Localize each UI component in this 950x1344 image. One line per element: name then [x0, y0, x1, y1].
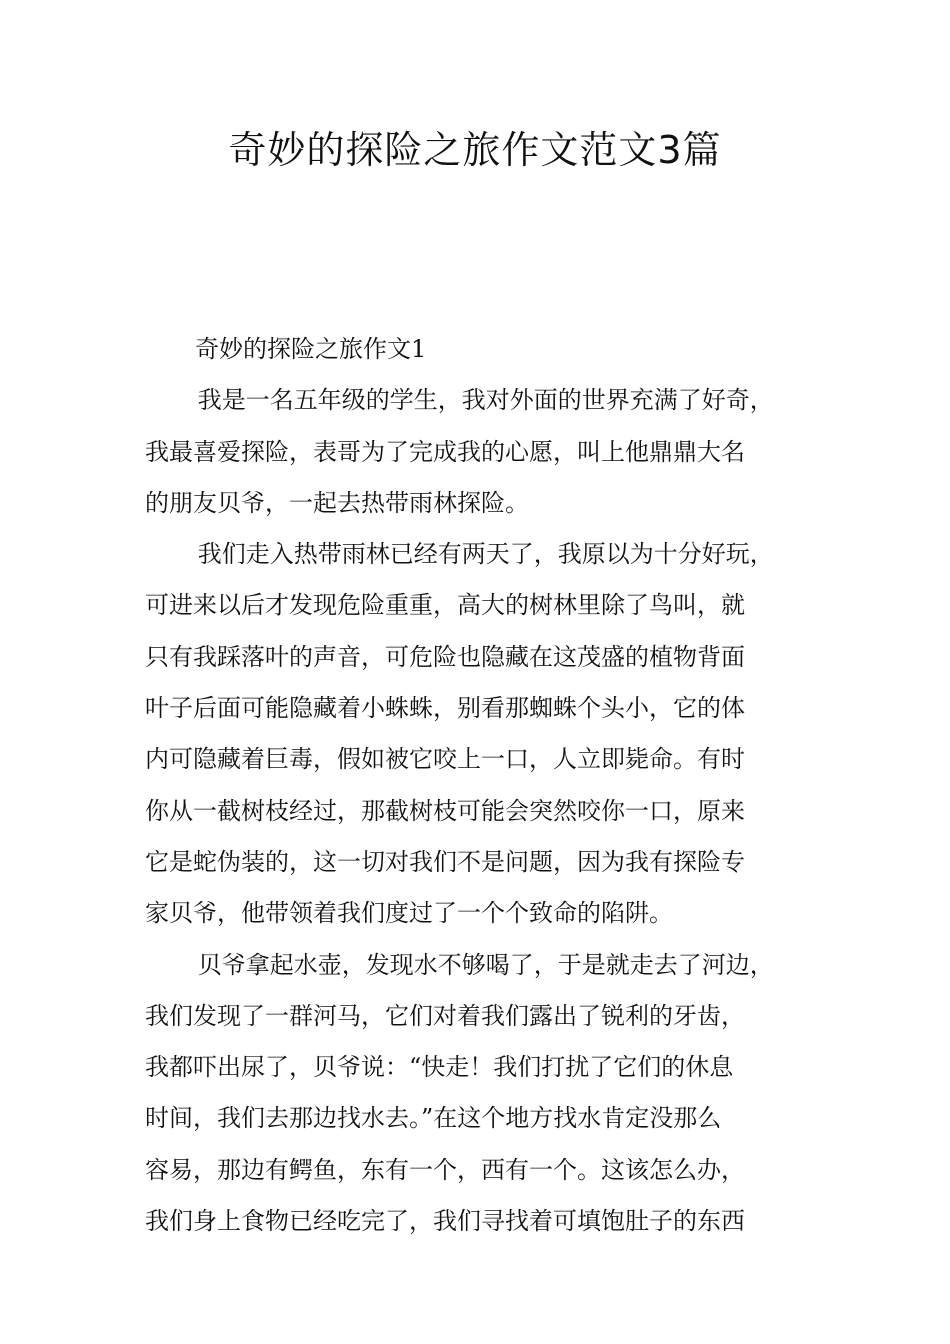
- paragraph-line: 叶子后面可能隐藏着小蛛蛛，别看那蜘蛛个头小，它的体: [145, 694, 745, 723]
- paragraph-line: 只有我踩落叶的声音，可危险也隐藏在这茂盛的植物背面: [145, 642, 745, 671]
- page-title: 奇妙的探险之旅作文范文3篇: [228, 128, 722, 172]
- paragraph-line: 它是蛇伪装的，这一切对我们不是问题，因为我有探险专: [145, 847, 745, 876]
- paragraph-line: 我都吓出尿了，贝爷说：“快走！我们打扰了它们的休息: [145, 1053, 734, 1082]
- paragraph-line: 贝爷拿起水壶，发现水不够喝了，于是就走去了河边，: [197, 950, 774, 979]
- paragraph-line: 你从一截树枝经过，那截树枝可能会突然咬你一口，原来: [145, 796, 745, 825]
- paragraph-line: 我是一名五年级的学生，我对外面的世界充满了好奇，: [197, 386, 774, 415]
- paragraph-2: [145, 529, 835, 939]
- paragraph-line: 时间，我们去那边找水去。”在这个地方找水肯定没那么: [145, 1104, 722, 1133]
- paragraph-line: 我们发现了一群河马，它们对着我们露出了锐利的牙齿，: [145, 1001, 745, 1030]
- paragraph-line: 的朋友贝爷，一起去热带雨林探险。: [145, 488, 529, 517]
- paragraph-line: 可进来以后才发现危险重重，高大的树林里除了鸟叫，就: [145, 591, 745, 620]
- section-heading: 奇妙的探险之旅作文1: [195, 335, 427, 363]
- paragraph-1: [145, 375, 835, 529]
- paragraph-line: 家贝爷，他带领着我们度过了一个个致命的陷阱。: [145, 899, 673, 928]
- paragraph-line: 我们身上食物已经吃完了，我们寻找着可填饱肚子的东西: [145, 1207, 745, 1236]
- paragraph-line: 容易，那边有鳄鱼，东有一个，西有一个。这该怎么办，: [145, 1155, 745, 1184]
- document-body: [145, 324, 835, 1247]
- paragraph-3: [145, 940, 835, 1248]
- paragraph-line: 我们走入热带雨林已经有两天了，我原以为十分好玩，: [197, 540, 774, 569]
- paragraph-line: 我最喜爱探险，表哥为了完成我的心愿，叫上他鼎鼎大名: [145, 437, 745, 466]
- paragraph-line: 内可隐藏着巨毒，假如被它咬上一口，人立即毙命。有时: [145, 745, 745, 774]
